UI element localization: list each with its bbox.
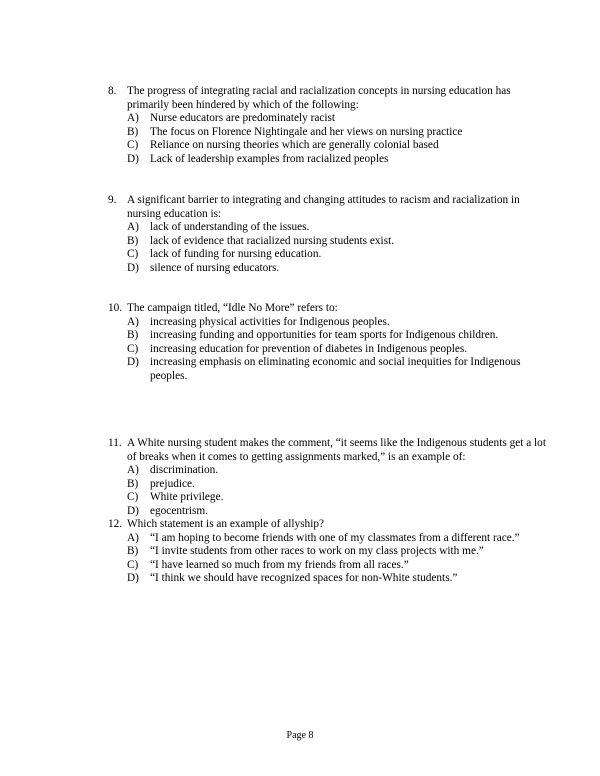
question-number: 11.	[108, 437, 122, 449]
option-letter: C)	[127, 342, 139, 355]
option-letter: C)	[127, 248, 139, 261]
option-text: “I invite students from other races to work on my class projects with me.”	[150, 545, 484, 558]
option-letter: A)	[127, 531, 139, 544]
option-text: White privilege.	[150, 491, 224, 504]
question-stem	[108, 302, 548, 316]
answer-options	[127, 316, 548, 384]
option-text: Reliance on nursing theories which are generally colonial based	[150, 139, 439, 152]
answer-options	[127, 532, 548, 586]
option-text: prejudice.	[150, 477, 195, 490]
answer-option-a	[127, 532, 548, 546]
option-letter: A)	[127, 112, 139, 125]
option-text: “I have learned so much from my friends from all races.”	[150, 558, 409, 571]
answer-option-a	[127, 316, 548, 330]
option-text: “I am hoping to become friends with one of my classmates from a different race.”	[150, 531, 520, 544]
option-letter: C)	[127, 558, 139, 571]
option-letter: B)	[127, 234, 139, 247]
answer-option-d	[127, 356, 548, 383]
question-11	[108, 437, 548, 519]
option-letter: D)	[127, 152, 139, 165]
option-text: Lack of leadership examples from racialized peoples	[150, 152, 389, 165]
question-text: A significant barrier to integrating and changing attitudes to racism and racialization in nursing education is:	[127, 194, 520, 220]
question-9	[108, 194, 548, 276]
question-number: 12.	[108, 518, 123, 530]
option-text: “I think we should have recognized spaces for non-White students.”	[150, 572, 458, 585]
answer-option-c	[127, 343, 548, 357]
option-text: increasing education for prevention of diabetes in Indigenous peoples.	[150, 342, 468, 355]
option-letter: B)	[127, 125, 139, 138]
answer-option-a	[127, 464, 548, 478]
option-letter: B)	[127, 329, 139, 342]
answer-option-b	[127, 478, 548, 492]
answer-option-c	[127, 559, 548, 573]
question-stem	[108, 437, 548, 464]
question-stem	[108, 85, 548, 112]
question-8	[108, 85, 548, 167]
question-number: 10.	[108, 302, 123, 314]
option-text: discrimination.	[150, 464, 219, 477]
answer-option-b	[127, 545, 548, 559]
page-number: Page 8	[286, 730, 314, 741]
option-letter: A)	[127, 464, 139, 477]
answer-option-b	[127, 126, 548, 140]
option-text: lack of funding for nursing education.	[150, 248, 322, 261]
option-letter: C)	[127, 139, 139, 152]
option-letter: A)	[127, 221, 139, 234]
option-letter: A)	[127, 315, 139, 328]
question-number: 9.	[108, 194, 117, 206]
answer-option-b	[127, 235, 548, 249]
option-text: increasing funding and opportunities for team sports for Indigenous children.	[150, 329, 499, 342]
question-stem	[108, 518, 548, 532]
question-text: The campaign titled, “Idle No More” refers to:	[127, 302, 338, 314]
answer-option-d	[127, 262, 548, 276]
question-10	[108, 302, 548, 384]
answer-option-a	[127, 112, 548, 126]
option-text: The focus on Florence Nightingale and her views on nursing practice	[150, 125, 463, 138]
answer-option-d	[127, 153, 548, 167]
option-text: increasing emphasis on eliminating economic and social inequities for Indigenous peoples.	[150, 356, 521, 382]
option-letter: D)	[127, 572, 139, 585]
option-text: lack of evidence that racialized nursing students exist.	[150, 234, 395, 247]
answer-option-c	[127, 139, 548, 153]
option-letter: C)	[127, 491, 139, 504]
option-text: lack of understanding of the issues.	[150, 221, 310, 234]
option-letter: D)	[127, 356, 139, 369]
question-stem	[108, 194, 548, 221]
question-text: The progress of integrating racial and racialization concepts in nursing education has primarily been hindered by which of the following:	[127, 85, 511, 111]
answer-option-c	[127, 491, 548, 505]
option-text: Nurse educators are predominately racist	[150, 112, 336, 125]
question-text: Which statement is an example of allyship?	[127, 518, 325, 530]
answer-options	[127, 221, 548, 275]
answer-option-c	[127, 248, 548, 262]
option-letter: D)	[127, 504, 139, 517]
option-text: silence of nursing educators.	[150, 261, 280, 274]
answer-options	[127, 112, 548, 166]
answer-options	[127, 464, 548, 518]
question-number: 8.	[108, 85, 117, 97]
option-letter: D)	[127, 261, 139, 274]
option-letter: B)	[127, 477, 139, 490]
answer-option-a	[127, 221, 548, 235]
option-text: egocentrism.	[150, 504, 209, 517]
option-letter: B)	[127, 545, 139, 558]
answer-option-d	[127, 572, 548, 586]
option-text: increasing physical activities for Indigenous peoples.	[150, 315, 390, 328]
question-text: A White nursing student makes the comment, “it seems like the Indigenous students get a lot of breaks when it comes to getting assignments marked,” is an example of:	[127, 437, 546, 463]
question-12	[108, 518, 548, 586]
answer-option-b	[127, 329, 548, 343]
answer-option-d	[127, 505, 548, 519]
